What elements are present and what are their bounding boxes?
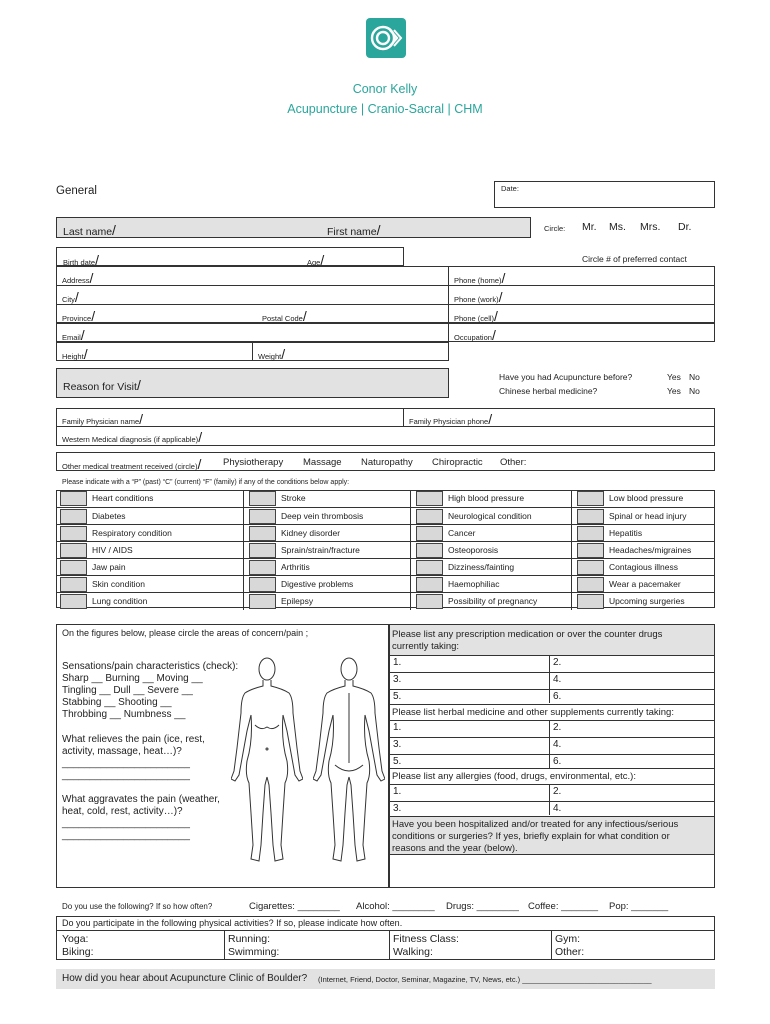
relieves-block bbox=[62, 734, 205, 782]
condition-checkbox[interactable] bbox=[577, 577, 604, 592]
allergy-2[interactable]: 2. bbox=[553, 786, 562, 797]
family-physician-phone-label: Family Physician phone/ bbox=[409, 411, 493, 427]
relieves-blank-1[interactable]: _______________________ bbox=[62, 758, 190, 769]
occupation-label: Occupation/ bbox=[454, 327, 496, 343]
phone-home-label: Phone (home)/ bbox=[454, 270, 506, 286]
postal-code-label: Postal Code/ bbox=[262, 308, 307, 324]
condition-checkbox[interactable] bbox=[60, 577, 87, 592]
condition-checkbox[interactable] bbox=[60, 526, 87, 541]
condition-checkbox[interactable] bbox=[577, 526, 604, 541]
aggravates-block bbox=[62, 794, 220, 842]
first-name-label: First name/ bbox=[327, 222, 381, 238]
condition-label: Diabetes bbox=[92, 511, 126, 521]
coffee-field[interactable]: Coffee: _______ bbox=[528, 901, 599, 912]
treatment-massage[interactable]: Massage bbox=[303, 457, 342, 468]
conditions-intro: Please indicate with a “P” (past) “C” (current) “F” (family) if any of the conditions below apply: bbox=[62, 479, 350, 486]
herbal-question-label: Please list herbal medicine and other supplements currently taking: bbox=[392, 707, 674, 718]
condition-label: Arthritis bbox=[281, 562, 310, 572]
herbal-6[interactable]: 6. bbox=[553, 756, 562, 767]
address-label: Address/ bbox=[62, 270, 94, 286]
condition-checkbox[interactable] bbox=[577, 543, 604, 558]
condition-label: Hepatitis bbox=[609, 528, 643, 538]
condition-label: Cancer bbox=[448, 528, 476, 538]
hospitalized-question-1: Have you been hospitalized and/or treated for any infectious/serious bbox=[392, 819, 679, 830]
prescription-question-1: Please list any prescription medication or over the counter drugs bbox=[392, 629, 663, 640]
treatment-chiropractic[interactable]: Chiropractic bbox=[432, 457, 483, 468]
condition-checkbox[interactable] bbox=[249, 577, 276, 592]
practitioner-name: Conor Kelly bbox=[352, 82, 418, 96]
activity-other[interactable]: Other: bbox=[555, 946, 585, 958]
rx-5[interactable]: 5. bbox=[393, 691, 402, 702]
sensations-line-4: Throbbing __ Numbness __ bbox=[62, 709, 186, 720]
email-label: Email/ bbox=[62, 327, 85, 343]
aggravates-blank-2[interactable]: _______________________ bbox=[62, 830, 190, 841]
activity-yoga[interactable]: Yoga: bbox=[62, 933, 89, 945]
condition-label: Deep vein thrombosis bbox=[281, 511, 364, 521]
activity-running[interactable]: Running: bbox=[228, 933, 271, 945]
city-label: City/ bbox=[62, 289, 79, 305]
weight-label: Weight/ bbox=[258, 346, 286, 362]
date-label: Date: bbox=[501, 184, 519, 193]
activity-gym[interactable]: Gym: bbox=[555, 933, 581, 945]
section-title: General bbox=[56, 185, 97, 197]
phone-cell-label: Phone (cell)/ bbox=[454, 308, 498, 324]
condition-checkbox[interactable] bbox=[249, 543, 276, 558]
acu-no[interactable]: No bbox=[689, 372, 700, 382]
sensations-block bbox=[62, 661, 238, 721]
last-name-label: Last name/ bbox=[63, 222, 116, 238]
relieves-question-1: What relieves the pain (ice, rest, bbox=[62, 734, 205, 745]
activities-question: Do you participate in the following physical activities? If so, please indicate how often. bbox=[62, 918, 403, 928]
rx-3[interactable]: 3. bbox=[393, 674, 402, 685]
activity-biking[interactable]: Biking: bbox=[62, 946, 94, 958]
condition-row bbox=[56, 490, 715, 507]
acupuncture-question: Have you had Acupuncture before? bbox=[499, 372, 633, 382]
condition-checkbox[interactable] bbox=[416, 526, 443, 541]
pain-intro: On the figures below, please circle the areas of concern/pain ; bbox=[62, 628, 309, 638]
allergy-4[interactable]: 4. bbox=[553, 803, 562, 814]
title-mrs[interactable]: Mrs. bbox=[640, 221, 661, 233]
body-figure-front[interactable] bbox=[231, 653, 303, 867]
condition-checkbox[interactable] bbox=[60, 509, 87, 524]
pop-field[interactable]: Pop: _______ bbox=[609, 901, 669, 912]
condition-label: Neurological condition bbox=[448, 511, 532, 521]
condition-checkbox[interactable] bbox=[60, 543, 87, 558]
herbal-4[interactable]: 4. bbox=[553, 739, 562, 750]
relieves-question-2: activity, massage, heat…)? bbox=[62, 746, 182, 757]
hospitalized-question-2: conditions or surgeries? If yes, briefly explain for what condition or bbox=[392, 831, 670, 842]
referral-options: (Internet, Friend, Doctor, Seminar, Magazine, TV, News, etc.) _______________________________ bbox=[318, 975, 652, 984]
services-line: Acupuncture | Cranio-Sacral | CHM bbox=[287, 102, 483, 116]
condition-label: Wear a pacemaker bbox=[609, 579, 681, 589]
other-treatment-label: Other medical treatment received (circle)/ bbox=[62, 456, 202, 472]
cigarettes-field[interactable]: Cigarettes: ________ bbox=[249, 901, 340, 912]
condition-label: HIV / AIDS bbox=[92, 545, 133, 555]
condition-label: Low blood pressure bbox=[609, 493, 684, 503]
logo-mark-icon bbox=[366, 18, 406, 58]
condition-row bbox=[56, 575, 715, 593]
treatment-physiotherapy[interactable]: Physiotherapy bbox=[223, 457, 284, 468]
aggravates-question-2: heat, cold, rest, activity…)? bbox=[62, 806, 183, 817]
herbal-1[interactable]: 1. bbox=[393, 722, 402, 733]
condition-label: Lung condition bbox=[92, 596, 148, 606]
aggravates-question-1: What aggravates the pain (weather, bbox=[62, 794, 220, 805]
acu-yes[interactable]: Yes bbox=[667, 372, 681, 382]
condition-label: Digestive problems bbox=[281, 579, 354, 589]
sensations-title: Sensations/pain characteristics (check): bbox=[62, 661, 239, 672]
referral-question: How did you hear about Acupuncture Clinic of Boulder? bbox=[62, 973, 308, 984]
condition-row bbox=[56, 592, 715, 610]
treatment-other[interactable]: Other: bbox=[500, 457, 527, 468]
herbal-2[interactable]: 2. bbox=[553, 722, 562, 733]
condition-label: High blood pressure bbox=[448, 493, 525, 503]
condition-label: Jaw pain bbox=[92, 562, 126, 572]
condition-row bbox=[56, 507, 715, 525]
condition-label: Osteoporosis bbox=[448, 545, 499, 555]
aggravates-blank-1[interactable]: _______________________ bbox=[62, 818, 190, 829]
condition-row bbox=[56, 524, 715, 542]
condition-checkbox[interactable] bbox=[60, 594, 87, 609]
rx-1[interactable]: 1. bbox=[393, 657, 402, 668]
herbal-question: Chinese herbal medicine? bbox=[499, 386, 598, 396]
condition-checkbox[interactable] bbox=[249, 560, 276, 575]
condition-checkbox[interactable] bbox=[249, 491, 276, 506]
condition-label: Spinal or head injury bbox=[609, 511, 687, 521]
contact-block bbox=[56, 266, 715, 323]
condition-checkbox[interactable] bbox=[577, 594, 604, 609]
reason-for-visit-field[interactable] bbox=[56, 368, 449, 398]
condition-checkbox[interactable] bbox=[577, 491, 604, 506]
body-figure-back[interactable] bbox=[313, 653, 385, 867]
condition-label: Contagious illness bbox=[609, 562, 678, 572]
condition-checkbox[interactable] bbox=[416, 491, 443, 506]
treatment-naturopathy[interactable]: Naturopathy bbox=[361, 457, 413, 468]
condition-label: Stroke bbox=[281, 493, 306, 503]
sensations-line-3: Stabbing __ Shooting __ bbox=[62, 697, 172, 708]
alcohol-field[interactable]: Alcohol: ________ bbox=[356, 901, 435, 912]
activity-fitness-class[interactable]: Fitness Class: bbox=[393, 933, 459, 945]
clinic-logo bbox=[366, 18, 406, 58]
condition-label: Sprain/strain/fracture bbox=[281, 545, 360, 555]
circle-label: Circle: bbox=[544, 224, 566, 233]
condition-checkbox[interactable] bbox=[60, 560, 87, 575]
birth-date-label: Birth date/ bbox=[63, 252, 99, 268]
province-label: Province/ bbox=[62, 308, 96, 324]
condition-checkbox[interactable] bbox=[577, 509, 604, 524]
condition-label: Skin condition bbox=[92, 579, 145, 589]
condition-label: Haemophiliac bbox=[448, 579, 500, 589]
rx-4[interactable]: 4. bbox=[553, 674, 562, 685]
condition-checkbox[interactable] bbox=[416, 509, 443, 524]
condition-checkbox[interactable] bbox=[577, 560, 604, 575]
allergies-question: Please list any allergies (food, drugs, environmental, etc.): bbox=[392, 771, 636, 782]
birth-age-row bbox=[56, 247, 404, 266]
condition-label: Upcoming surgeries bbox=[609, 596, 685, 606]
condition-row bbox=[56, 558, 715, 576]
condition-label: Possibility of pregnancy bbox=[448, 596, 538, 606]
rx-6[interactable]: 6. bbox=[553, 691, 562, 702]
hospitalized-answer-field[interactable] bbox=[390, 854, 714, 888]
herb-yes[interactable]: Yes bbox=[667, 386, 681, 396]
condition-label: Dizziness/fainting bbox=[448, 562, 515, 572]
drugs-field[interactable]: Drugs: ________ bbox=[446, 901, 519, 912]
sensations-line-1: Sharp __ Burning __ Moving __ bbox=[62, 673, 203, 684]
activity-swimming[interactable]: Swimming: bbox=[228, 946, 280, 958]
condition-checkbox[interactable] bbox=[249, 509, 276, 524]
condition-label: Kidney disorder bbox=[281, 528, 341, 538]
title-mr[interactable]: Mr. bbox=[582, 221, 597, 233]
substances-question: Do you use the following? If so how often? bbox=[62, 902, 213, 911]
herbal-5[interactable]: 5. bbox=[393, 756, 402, 767]
referral-row[interactable] bbox=[56, 969, 715, 989]
relieves-blank-2[interactable]: _______________________ bbox=[62, 770, 190, 781]
name-row bbox=[56, 217, 531, 238]
rx-2[interactable]: 2. bbox=[553, 657, 562, 668]
sensations-line-2: Tingling __ Dull __ Severe __ bbox=[62, 685, 193, 696]
email-occupation-row bbox=[56, 323, 715, 342]
western-diagnosis-label: Western Medical diagnosis (if applicable)/ bbox=[62, 429, 203, 445]
hospitalized-question-3: reasons and the year (below). bbox=[392, 843, 518, 854]
activity-walking[interactable]: Walking: bbox=[393, 946, 433, 958]
condition-checkbox[interactable] bbox=[416, 560, 443, 575]
condition-checkbox[interactable] bbox=[60, 491, 87, 506]
date-field[interactable] bbox=[494, 181, 715, 208]
allergy-1[interactable]: 1. bbox=[393, 786, 402, 797]
herb-no[interactable]: No bbox=[689, 386, 700, 396]
condition-label: Epilepsy bbox=[281, 596, 314, 606]
phone-work-label: Phone (work)/ bbox=[454, 289, 503, 305]
condition-checkbox[interactable] bbox=[416, 543, 443, 558]
preferred-contact-label: Circle # of preferred contact bbox=[582, 254, 687, 264]
reason-label: Reason for Visit/ bbox=[63, 377, 141, 393]
condition-label: Respiratory condition bbox=[92, 528, 172, 538]
age-label: Age/ bbox=[307, 252, 325, 268]
prescription-question-2: currently taking: bbox=[392, 641, 460, 652]
title-dr[interactable]: Dr. bbox=[678, 221, 692, 233]
condition-checkbox[interactable] bbox=[249, 594, 276, 609]
title-ms[interactable]: Ms. bbox=[609, 221, 626, 233]
condition-checkbox[interactable] bbox=[249, 526, 276, 541]
allergy-3[interactable]: 3. bbox=[393, 803, 402, 814]
condition-row bbox=[56, 541, 715, 559]
family-physician-label: Family Physician name/ bbox=[62, 411, 143, 427]
height-label: Height/ bbox=[62, 346, 88, 362]
condition-checkbox[interactable] bbox=[416, 577, 443, 592]
condition-checkbox[interactable] bbox=[416, 594, 443, 609]
condition-label: Headaches/migraines bbox=[609, 545, 692, 555]
herbal-3[interactable]: 3. bbox=[393, 739, 402, 750]
condition-label: Heart conditions bbox=[92, 493, 154, 503]
